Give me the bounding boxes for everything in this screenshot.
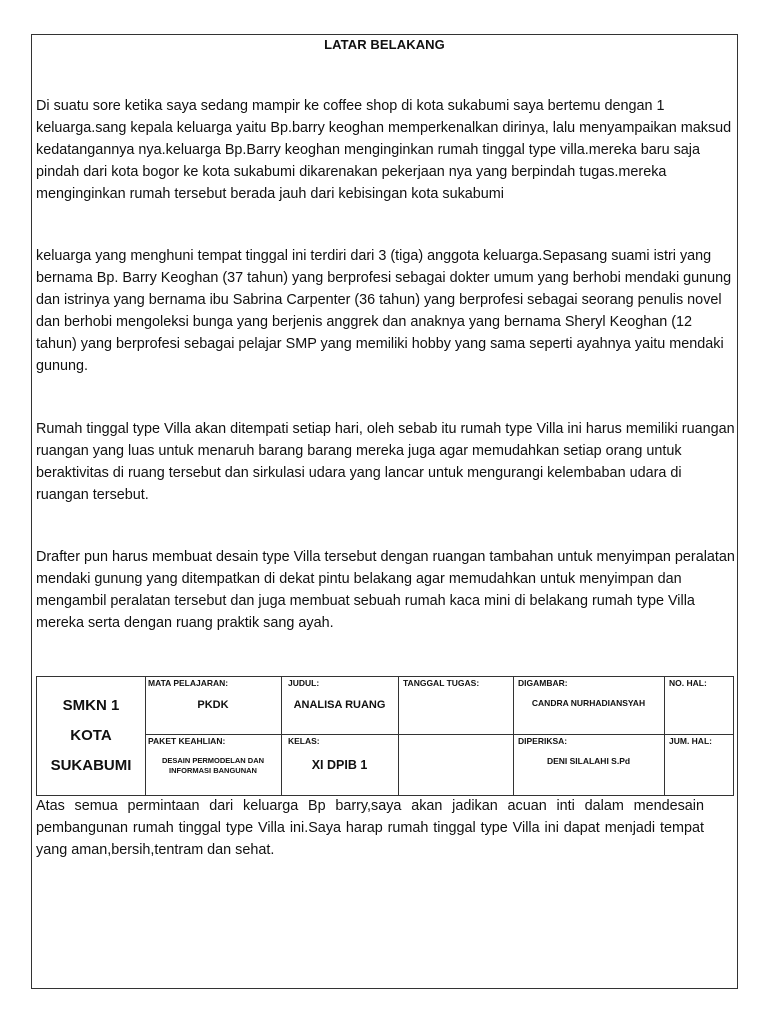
divider [145,677,146,795]
digambar-label: DIGAMBAR: [518,678,568,688]
judul-label: JUDUL: [288,678,320,688]
school-name-line-1: SMKN 1 [62,697,120,714]
divider [513,677,514,795]
judul-value: ANALISA RUANG [293,699,386,711]
paket-keahlian-value-line-1: DESAIN PERMODELAN DAN [161,756,265,765]
paragraph-drafter: Drafter pun harus membuat desain type Villa tersebut dengan ruangan tambahan untuk menyimpan peralatan mendaki gunung yang ditempatkan di dekat pintu belakang agar memudahkan untuk menyimpan dan mengambil peralatan tersebut dan juga membuat sebuah rumah kaca mini di belakang rumah type Villa mereka serta dengan ruang praktik sang ayah. [36,549,735,631]
no-hal-label: NO. HAL: [669,678,707,688]
paragraph-family: keluarga yang menghuni tempat tinggal ini terdiri dari 3 (tiga) anggota keluarga.Sepasang suami istri yang bernama Bp. Barry Keoghan (37 tahun) yang berprofesi sebagai dokter umum yang berhobi mendaki gunung dan istrinya yang bernama ibu Sabrina Carpenter (36 tahun) yang berprofesi sebagai seorang penulis novel dan berhobi mengoleksi bunga yang berjenis anggrek dan anaknya yang bernama Sheryl Keoghan (12 tahun) yang berprofesi sebagai pelajar SMP yang memiliki hobby yang sama seperti ayahnya yaitu mendaki gunung. [36,248,732,374]
paket-keahlian-value-line-2: INFORMASI BANGUNAN [169,766,257,775]
digambar-value: CANDRA NURHADIANSYAH [531,698,646,708]
paragraph-requirements: Rumah tinggal type Villa akan ditempati setiap hari, oleh sebab itu rumah type Villa ini harus memiliki ruangan ruangan yang luas untuk menaruh barang barang mereka juga agar memudahkan setiap orang untuk beraktivitas di ruang tersebut dan sirkulasi udara yang lancar untuk mengurangi kelembaban udara di ruangan tersebut. [36,421,735,503]
paragraph-closing: Atas semua permintaan dari keluarga Bp barry,saya akan jadikan acuan inti dalam mendesain pembangunan rumah tinggal type Villa ini.Saya harap rumah tinggal type Villa ini dapat menjadi tempat yang aman,bersih,tentram dan sehat. [36,798,704,858]
diperiksa-label: DIPERIKSA: [518,736,568,746]
diperiksa-value: DENI SILALAHI S.Pd [546,756,631,766]
kelas-label: KELAS: [288,736,320,746]
kelas-value: XI DPIB 1 [311,758,368,772]
divider [664,677,665,795]
mata-pelajaran-value: PKDK [197,699,229,711]
divider [281,677,282,795]
jum-hal-label: JUM. HAL: [669,736,712,746]
document-title: LATAR BELAKANG [324,37,445,52]
school-name-line-2: KOTA [70,727,112,744]
school-name [37,677,145,795]
tanggal-tugas-label: TANGGAL TUGAS: [403,678,480,688]
school-name-line-3: SUKABUMI [50,757,132,774]
divider [145,734,733,735]
paket-keahlian-label: PAKET KEAHLIAN: [148,736,226,746]
divider [398,677,399,795]
mata-pelajaran-label: MATA PELAJARAN: [148,678,229,688]
paket-keahlian-value [145,756,281,776]
title-block [36,676,734,796]
paragraph-intro: Di suatu sore ketika saya sedang mampir ke coffee shop di kota sukabumi saya bertemu dengan 1 keluarga.sang kepala keluarga yaitu Bp.barry keoghan memperkenalkan dirinya, lalu menyampaikan maksud kedatangannya nya.keluarga Bp.Barry keoghan menginginkan rumah tinggal type villa.mereka baru saja pindah dari kota bogor ke kota sukabumi dikarenakan pekerjaan nya yang berpindah tugas.mereka menginginkan rumah tersebut berada jauh dari kebisingan kota sukabumi [36,98,732,202]
